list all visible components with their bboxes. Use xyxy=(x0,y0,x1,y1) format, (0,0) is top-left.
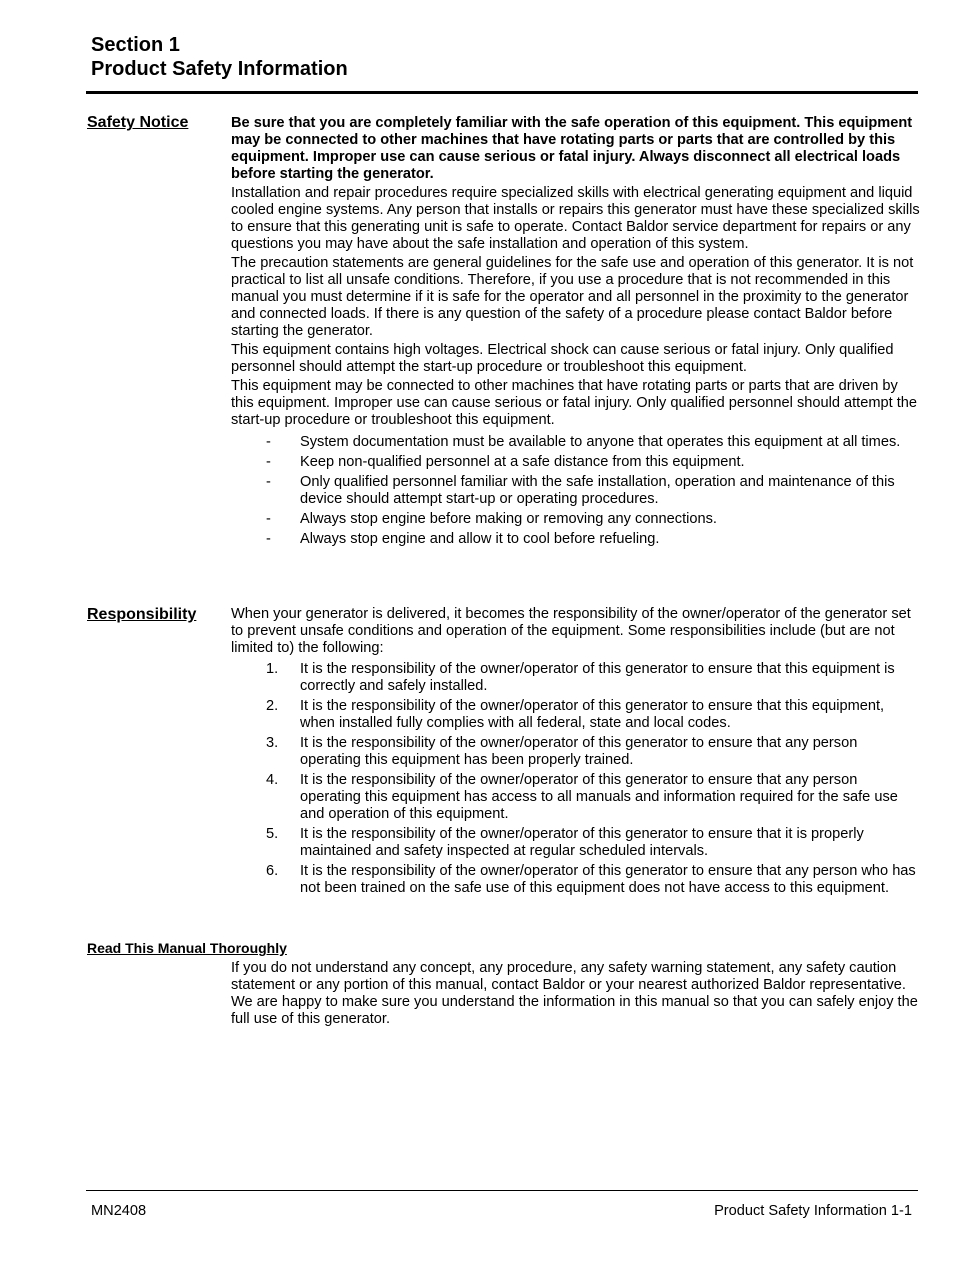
read-manual-text: If you do not understand any concept, any procedure, any safety warning statement, any safety caution statement or any portion of this manual, contact Baldor or your nearest authorized Baldor representative. We are happy to make sure you understand the information in this manual so that you can safely enjoy the full use of this generator. xyxy=(231,960,918,1027)
bullet-marker: - xyxy=(266,531,271,547)
footer-divider xyxy=(86,1190,918,1191)
list-number: 4. xyxy=(266,772,279,788)
safety-paragraph: Installation and repair procedures require specialized skills with electrical generating equipment and liquid cooled engine systems. Any person that installs or repairs this generator must have these specialized skills to ensure that this generating unit is safe to operate. Contact Baldor service department for repairs or any questions you may have about the safe installation and operation of this system. xyxy=(231,185,920,252)
list-number: 3. xyxy=(266,735,279,751)
safety-notice-heading: Safety Notice xyxy=(87,114,189,131)
list-item-text: It is the responsibility of the owner/operator of this generator to ensure that any person who has not been trained on the safe use of this equipment does not have access to this equipment. xyxy=(300,863,916,896)
safety-bullet-item xyxy=(231,511,921,528)
read-manual-body xyxy=(231,960,921,1030)
list-item-text: It is the responsibility of the owner/operator of this generator to ensure that this equipment is correctly and safely installed. xyxy=(300,661,895,694)
safety-paragraph: The precaution statements are general guidelines for the safe use and operation of this generator. It is not practical to list all unsafe conditions. Therefore, if you use a procedure that is not recommended in this manual you must determine if it is safe for the operator and all personnel in the proximity to the generator and connected loads. If there is any question of the safety of a procedure please contact Baldor before starting the generator. xyxy=(231,255,914,339)
safety-paragraph: This equipment contains high voltages. Electrical shock can cause serious or fatal injury. Only qualified personnel should attempt the start-up procedure or troubleshoot this equipment. xyxy=(231,342,894,375)
list-number: 1. xyxy=(266,661,279,677)
bullet-marker: - xyxy=(266,454,271,470)
page-header xyxy=(91,33,348,81)
safety-bullet-item xyxy=(231,434,921,451)
responsibility-body xyxy=(231,606,921,900)
list-number: 5. xyxy=(266,826,279,842)
bullet-text: Only qualified personnel familiar with the safe installation, operation and maintenance of this device should attempt start-up or operating procedures. xyxy=(300,474,895,507)
responsibility-list-item xyxy=(231,772,921,823)
safety-bullet-item xyxy=(231,531,921,548)
responsibility-intro: When your generator is delivered, it becomes the responsibility of the owner/operator of the generator set to prevent unsafe conditions and operation of the equipment. Some responsibilities include (but are not limited to) the following: xyxy=(231,606,911,656)
list-number: 6. xyxy=(266,863,279,879)
bullet-marker: - xyxy=(266,511,271,527)
section-number: Section 1 xyxy=(91,34,180,56)
page-title: Product Safety Information xyxy=(91,58,348,80)
list-item-text: It is the responsibility of the owner/operator of this generator to ensure that this equipment, when installed fully complies with all federal, state and local codes. xyxy=(300,698,885,731)
list-item-text: It is the responsibility of the owner/operator of this generator to ensure that any person operating this equipment has been properly trained. xyxy=(300,735,858,768)
footer-document-number: MN2408 xyxy=(91,1203,147,1219)
safety-notice-body xyxy=(231,115,921,551)
list-item-text: It is the responsibility of the owner/operator of this generator to ensure that it is properly maintained and safety inspected at regular scheduled intervals. xyxy=(300,826,864,859)
safety-warning-text: Be sure that you are completely familiar with the safe operation of this equipment. This equipment may be connected to other machines that have rotating parts or parts that are controlled by this equipment. Improper use can cause serious or fatal injury. Always disconnect all electrical loads before starting the generator. xyxy=(231,115,913,182)
list-number: 2. xyxy=(266,698,279,714)
list-item-text: It is the responsibility of the owner/operator of this generator to ensure that any person operating this equipment has access to all manuals and information required for the safe use and operation of this equipment. xyxy=(300,772,898,822)
footer-page-label: Product Safety Information 1-1 xyxy=(714,1203,912,1219)
read-manual-heading: Read This Manual Thoroughly xyxy=(87,940,287,956)
safety-paragraph: This equipment may be connected to other machines that have rotating parts or parts that are driven by this equipment. Improper use can cause serious or fatal injury. Only qualified personnel should attempt the start-up procedure or troubleshoot this equipment. xyxy=(231,378,918,428)
bullet-text: Always stop engine and allow it to cool before refueling. xyxy=(300,531,660,547)
bullet-text: Keep non-qualified personnel at a safe distance from this equipment. xyxy=(300,454,745,470)
responsibility-list-item xyxy=(231,698,921,732)
responsibility-list-item xyxy=(231,735,921,769)
responsibility-list-item xyxy=(231,661,921,695)
bullet-marker: - xyxy=(266,474,271,490)
header-divider xyxy=(86,91,918,94)
safety-bullet-item xyxy=(231,454,921,471)
responsibility-list-item xyxy=(231,863,921,897)
bullet-text: System documentation must be available to anyone that operates this equipment at all times. xyxy=(300,434,901,450)
responsibility-heading: Responsibility xyxy=(87,606,197,623)
bullet-text: Always stop engine before making or removing any connections. xyxy=(300,511,717,527)
safety-bullet-item xyxy=(231,474,921,508)
bullet-marker: - xyxy=(266,434,271,450)
responsibility-list-item xyxy=(231,826,921,860)
